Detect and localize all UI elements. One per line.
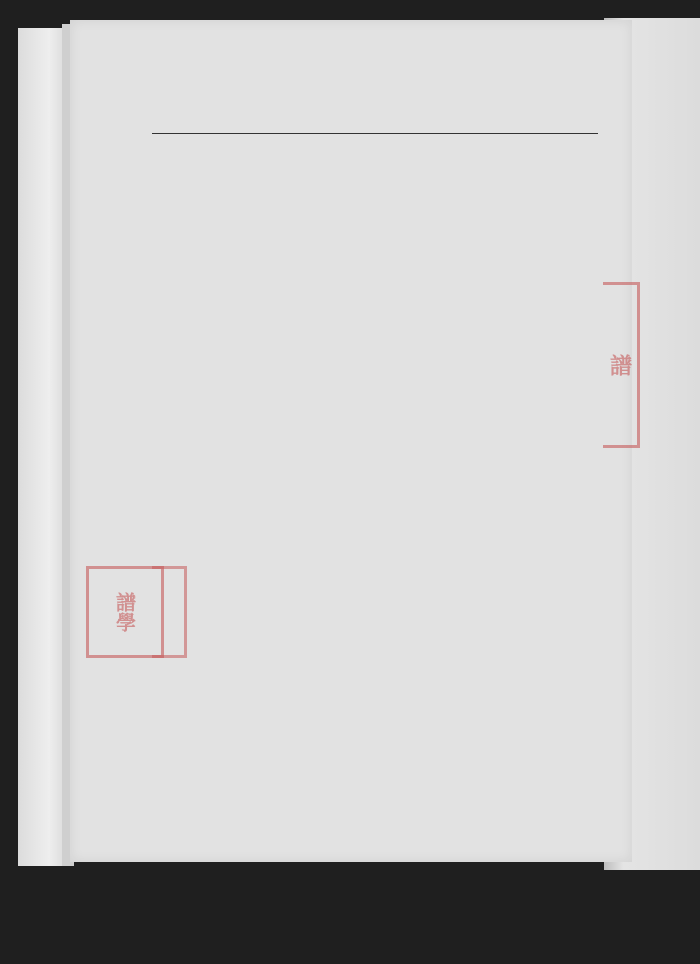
- library-seal-left-frame: [152, 566, 187, 658]
- book-page: [70, 20, 632, 862]
- library-seal-left: 譜學: [86, 566, 164, 658]
- library-seal-right: 譜: [603, 282, 640, 448]
- header-rule: [152, 133, 598, 134]
